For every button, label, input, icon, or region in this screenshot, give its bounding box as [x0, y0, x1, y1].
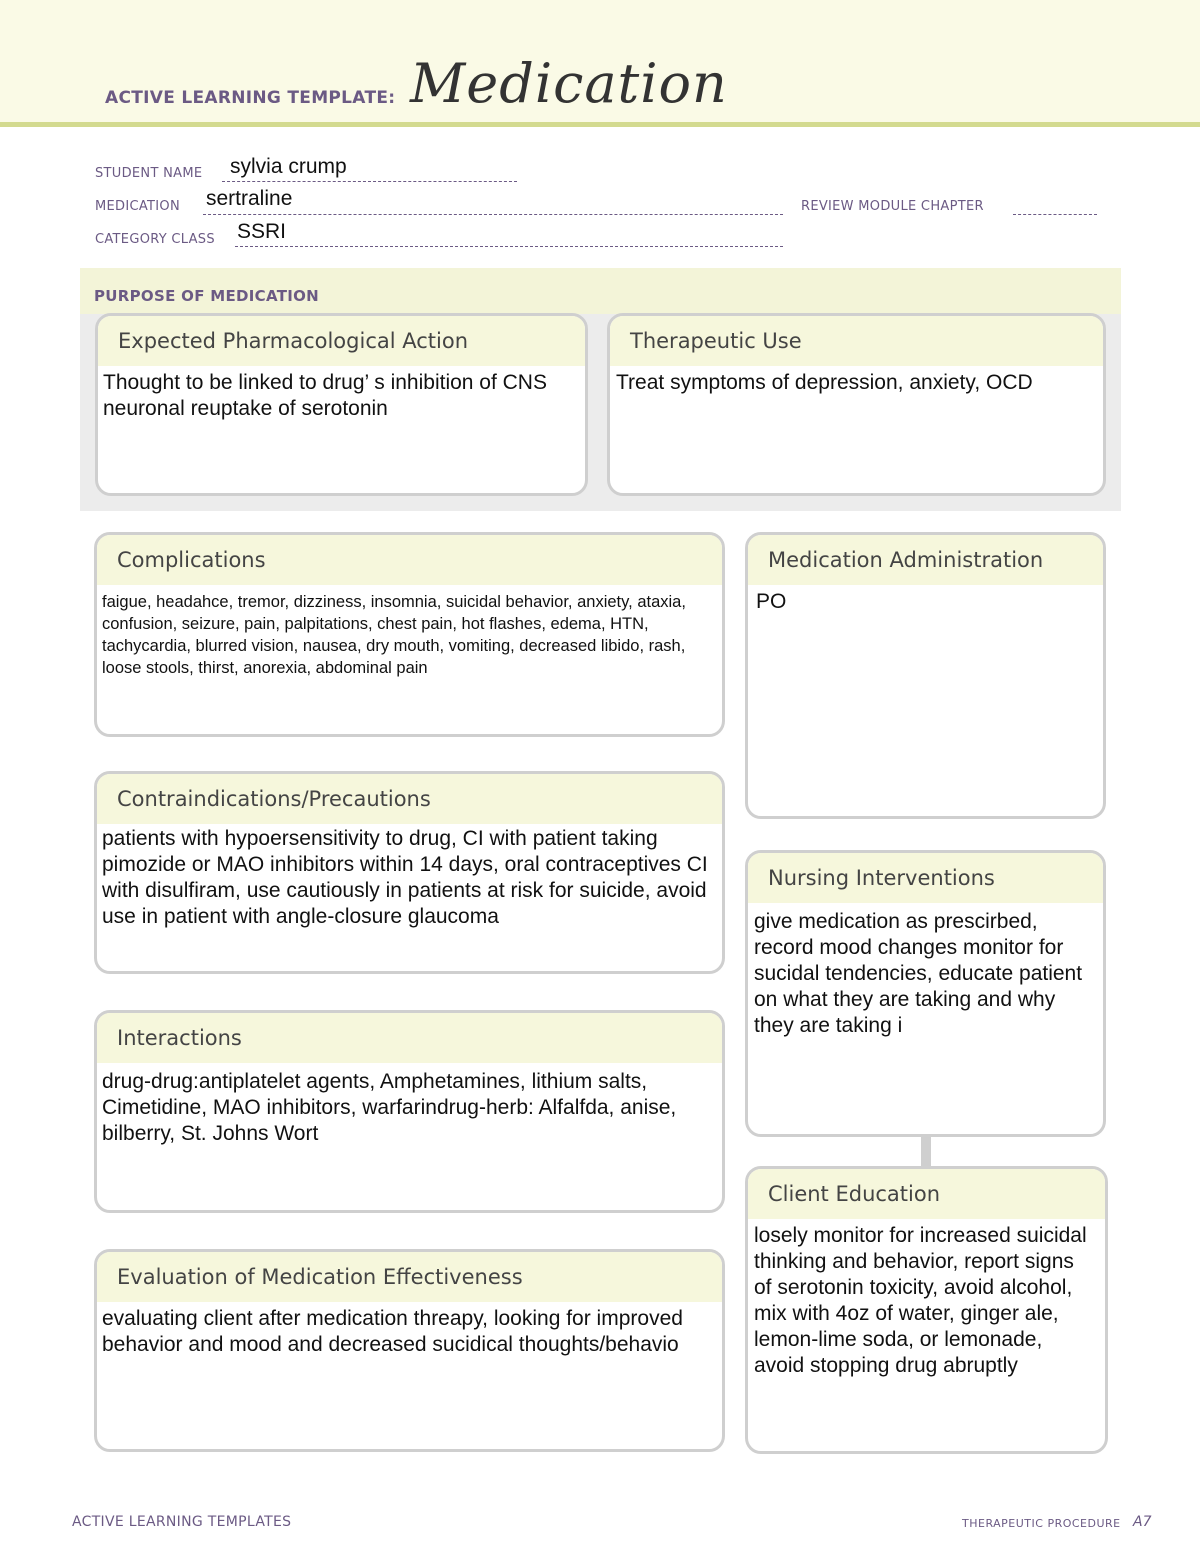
nursing-text[interactable]: give medication as prescirbed, record mood changes monitor for sucidal tendencies, educate patient on what they are taking and why they are taking i: [754, 910, 1083, 1037]
client-education-text[interactable]: losely monitor for increased suicidal thinking and behavior, report signs of serotonin toxicity, avoid alcohol, mix with 4oz of water, ginger ale, lemon-lime soda, or lemonade, avoid stopping drug abruptly: [754, 1224, 1087, 1377]
evaluation-heading: Evaluation of Medication Effectiveness: [97, 1252, 722, 1302]
contraindications-box: [94, 771, 725, 974]
student-name-label: STUDENT NAME: [95, 166, 203, 181]
client-education-box: [745, 1166, 1108, 1454]
header-rule: [0, 122, 1200, 127]
therapeutic-use-text[interactable]: Treat symptoms of depression, anxiety, OCD: [616, 371, 1033, 394]
nursing-heading: Nursing Interventions: [748, 853, 1103, 903]
evaluation-text[interactable]: evaluating client after medication threapy, looking for improved behavior and mood and decreased sucidical thoughts/behavio: [102, 1307, 683, 1356]
contraindications-text[interactable]: patients with hypoersensitivity to drug, CI with patient taking pimozide or MAO inhibitors within 14 days, oral contraceptives CI with disulfiram, use cautiously in patients at risk for suicide, avoid use in patient with angle-closure glaucoma: [102, 827, 708, 928]
evaluation-box: [94, 1249, 725, 1452]
administration-text[interactable]: PO: [756, 590, 787, 613]
therapeutic-use-box: [607, 313, 1106, 496]
complications-text[interactable]: faigue, headahce, tremor, dizziness, insomnia, suicidal behavior, anxiety, ataxia, confusion, seizure, pain, palpitations, chest pain, hot flashes, edema, HTN, tachycardia, blurred vision, nausea, dry mouth, vomiting, decreased libido, rash, loose stools, thirst, anorexia, abdominal pain: [102, 593, 686, 677]
footer-right: THERAPEUTIC PROCEDURE: [962, 1517, 1121, 1530]
client-education-heading: Client Education: [748, 1169, 1105, 1219]
template-label: ACTIVE LEARNING TEMPLATE:: [105, 88, 396, 108]
medication-label: MEDICATION: [95, 199, 180, 214]
interactions-box: [94, 1010, 725, 1213]
footer-page-number: A7: [1133, 1514, 1152, 1530]
interactions-heading: Interactions: [97, 1013, 722, 1063]
category-class-label: CATEGORY CLASS: [95, 232, 215, 247]
medication-field[interactable]: sertraline: [206, 187, 293, 210]
complications-box: [94, 532, 725, 737]
expected-action-heading: Expected Pharmacological Action: [98, 316, 585, 366]
expected-action-box: [95, 313, 588, 496]
therapeutic-use-heading: Therapeutic Use: [610, 316, 1103, 366]
purpose-title: PURPOSE OF MEDICATION: [94, 287, 320, 305]
category-class-field[interactable]: SSRI: [237, 220, 287, 243]
template-title: Medication: [410, 52, 728, 115]
interactions-text[interactable]: drug-drug:antiplatelet agents, Amphetamines, lithium salts, Cimetidine, MAO inhibitors, warfarindrug-herb: Alfalfda, anise, bilberry, St. Johns Wort: [102, 1070, 677, 1145]
nursing-box: [745, 850, 1106, 1137]
footer-left: ACTIVE LEARNING TEMPLATES: [72, 1514, 292, 1530]
student-name-field[interactable]: sylvia crump: [230, 155, 347, 178]
medication-line: [203, 214, 783, 215]
administration-heading: Medication Administration: [748, 535, 1103, 585]
complications-heading: Complications: [97, 535, 722, 585]
review-module-field[interactable]: [1013, 214, 1097, 215]
administration-box: [745, 532, 1106, 819]
connector-bar: [921, 1136, 931, 1166]
category-class-line: [235, 246, 783, 247]
review-module-label: REVIEW MODULE CHAPTER: [801, 199, 984, 214]
expected-action-text[interactable]: Thought to be linked to drug’ s inhibition of CNS neuronal reuptake of serotonin: [103, 371, 547, 420]
contraindications-heading: Contraindications/Precautions: [97, 774, 722, 824]
student-name-line: [222, 181, 517, 182]
